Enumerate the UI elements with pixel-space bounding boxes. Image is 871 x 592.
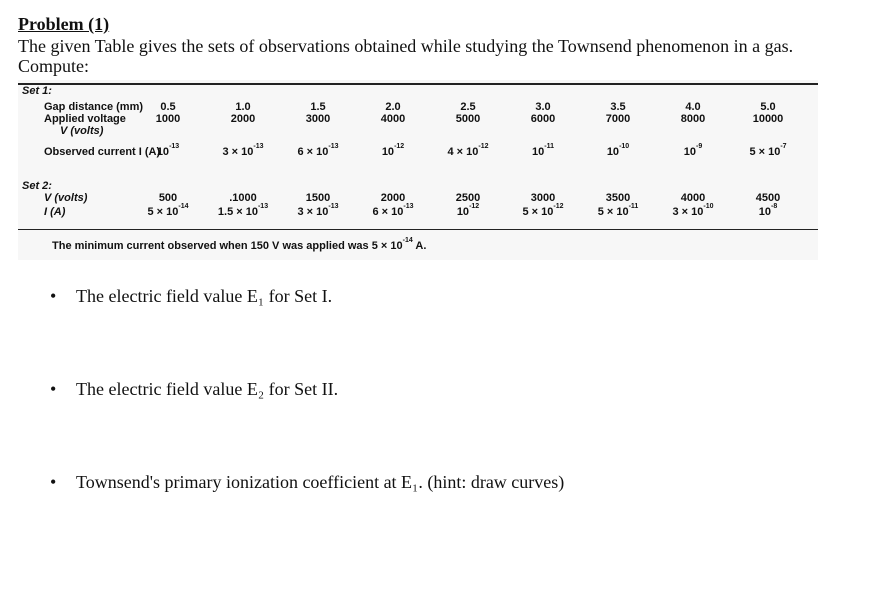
- set2-current-label: I (A): [44, 206, 66, 218]
- problem-title: Problem (1): [18, 14, 110, 34]
- bullet-text: The electric field value E₂ for Set II.: [76, 379, 339, 399]
- table-top-rule: [18, 83, 818, 85]
- set1-voltage-cell: [213, 113, 273, 125]
- set1-voltage-cell: [438, 113, 498, 125]
- set1-current-cell-value: 10: [156, 146, 170, 158]
- observation-table: [18, 80, 818, 260]
- set2-current-cell-exponent: -8: [771, 203, 778, 211]
- set2-current-cell-value: 1.5 × 10: [217, 206, 258, 218]
- set1-current-cell: [588, 143, 648, 158]
- set2-current-cell-exponent: -14: [178, 203, 189, 211]
- set1-voltage-label: Applied voltage: [44, 113, 126, 125]
- note-suffix: A.: [412, 240, 427, 252]
- set2-voltage-cell-value: 2500: [455, 192, 481, 204]
- set2-voltage-cell-value: 2000: [380, 192, 406, 204]
- set2-current-cell-value: 5 × 10: [597, 206, 629, 218]
- set1-voltage-cell-value: 10000: [752, 113, 784, 125]
- set1-voltage-cell: [588, 113, 648, 125]
- set2-current-cell-exponent: -13: [328, 203, 339, 211]
- set2-current-cell: [438, 203, 498, 218]
- set2-current-cell-exponent: -10: [703, 203, 714, 211]
- set1-gap-cell: [438, 101, 498, 113]
- set1-gap-cell: [513, 101, 573, 113]
- bullet-dot-icon: •: [50, 286, 57, 306]
- set1-volts-label: V (volts): [60, 125, 104, 137]
- set2-voltage-cell-value: 4500: [755, 192, 781, 204]
- set1-current-cell: [513, 143, 573, 158]
- set1-current-cell-value: 10: [381, 146, 395, 158]
- set2-current-cell-exponent: -12: [553, 203, 564, 211]
- set1-current-cell-value: 10: [606, 146, 620, 158]
- set1-current-cell-value: 4 × 10: [447, 146, 479, 158]
- bullet-dot-icon: •: [50, 472, 57, 492]
- set1-current-cell-value: 3 × 10: [222, 146, 254, 158]
- set1-gap-cell: [288, 101, 348, 113]
- set2-current-cell: [663, 203, 723, 218]
- set1-current-cell-value: 5 × 10: [749, 146, 781, 158]
- set1-gap-cell: [138, 101, 198, 113]
- set1-gap-cell: [738, 101, 798, 113]
- set2-current-cell: [213, 203, 273, 218]
- bullet-item: [50, 379, 338, 400]
- set1-current-cell-exponent: -10: [619, 143, 630, 151]
- set2-current-cell: [588, 203, 648, 218]
- set1-current-cell: [663, 143, 723, 158]
- set1-gap-cell: [663, 101, 723, 113]
- set1-current-cell-exponent: -13: [328, 143, 339, 151]
- set1-current-cell: [438, 143, 498, 158]
- set2-voltage-cell-value: 4000: [680, 192, 706, 204]
- set2-current-cell-exponent: -13: [257, 203, 269, 211]
- set2-label: Set 2:: [22, 180, 52, 192]
- set2-current-cell: [513, 203, 573, 218]
- set2-current-cell: [288, 203, 348, 218]
- set1-gap-cell: [363, 101, 423, 113]
- set2-current-cell-exponent: -13: [403, 203, 414, 211]
- set1-gap-cell: [213, 101, 273, 113]
- set1-gap-cell-value: 5.0: [760, 101, 776, 113]
- bullet-text: The electric field value E₁ for Set I.: [76, 286, 333, 306]
- set1-gap-cell: [588, 101, 648, 113]
- set2-current-cell-value: 10: [456, 206, 470, 218]
- set1-current-cell: [363, 143, 423, 158]
- set1-current-cell-exponent: -9: [696, 143, 703, 151]
- set1-gap-cell-value: 4.0: [685, 101, 701, 113]
- set1-label: Set 1:: [22, 85, 52, 97]
- set2-current-cell-exponent: -11: [628, 203, 639, 211]
- set1-current-cell-exponent: -13: [169, 143, 180, 151]
- set2-voltage-cell: [363, 192, 423, 204]
- set1-voltage-cell-value: 3000: [305, 113, 331, 125]
- set2-current-cell: [363, 203, 423, 218]
- bullet-dot-icon: •: [50, 379, 57, 399]
- set2-voltage-cell: [138, 192, 198, 204]
- set1-voltage-cell-value: 6000: [530, 113, 556, 125]
- set1-current-cell-exponent: -12: [394, 143, 405, 151]
- set2-current-cell-value: 3 × 10: [297, 206, 329, 218]
- set1-current-cell-value: 10: [532, 146, 545, 158]
- set2-voltage-cell: [438, 192, 498, 204]
- set1-current-cell-exponent: -13: [253, 143, 264, 151]
- set1-voltage-cell: [513, 113, 573, 125]
- set1-voltage-cell: [288, 113, 348, 125]
- set1-current-cell-exponent: -12: [478, 143, 489, 151]
- note-text: The minimum current observed when 150 V was applied was 5 × 10: [52, 240, 403, 252]
- set1-gap-cell-value: 0.5: [160, 101, 176, 113]
- set1-voltage-cell: [363, 113, 423, 125]
- set1-gap-cell-value: 3.5: [610, 101, 626, 113]
- set1-voltage-cell-value: 2000: [230, 113, 256, 125]
- set1-gap-cell-value: 1.0: [235, 101, 251, 113]
- set1-current-cell: [213, 143, 273, 158]
- set1-current-cell-exponent: -7: [780, 143, 787, 151]
- set2-current-cell-value: 3 × 10: [672, 206, 704, 218]
- set2-voltage-cell: [663, 192, 723, 204]
- set1-voltage-cell: [138, 113, 198, 125]
- set1-current-cell: [738, 143, 798, 158]
- set2-voltage-label: V (volts): [44, 192, 88, 204]
- bullet-item: [50, 286, 332, 307]
- set1-voltage-cell: [738, 113, 798, 125]
- set1-current-label: Observed current I (A): [44, 146, 161, 158]
- set1-gap-cell-value: 3.0: [535, 101, 551, 113]
- note-exponent: -14: [402, 237, 413, 245]
- set2-voltage-cell-value: .1000: [229, 192, 257, 204]
- set1-gap-cell-value: 1.5: [310, 101, 326, 113]
- minimum-current-note: [52, 237, 427, 252]
- set2-current-cell-value: 10: [758, 206, 771, 218]
- set2-current-cell-value: 6 × 10: [372, 206, 404, 218]
- set1-gap-cell-value: 2.5: [460, 101, 476, 113]
- set2-voltage-cell: [513, 192, 573, 204]
- set1-voltage-cell-value: 7000: [605, 113, 631, 125]
- set2-current-cell-value: 5 × 10: [147, 206, 179, 218]
- set1-voltage-cell-value: 5000: [455, 113, 481, 125]
- bullet-text: Townsend's primary ionization coefficient at E₁. (hint: draw curves): [76, 472, 565, 492]
- table-bottom-rule: [18, 229, 818, 230]
- set1-current-cell-value: 6 × 10: [297, 146, 329, 158]
- set1-current-cell: [138, 143, 198, 158]
- intro-text: The given Table gives the sets of observations obtained while studying the Townsend phenomenon in a gas. Compute:: [18, 36, 794, 76]
- set2-current-cell-value: 5 × 10: [522, 206, 554, 218]
- set2-voltage-cell-value: 3500: [605, 192, 631, 204]
- set2-voltage-cell-value: 3000: [530, 192, 556, 204]
- set1-voltage-cell-value: 4000: [380, 113, 406, 125]
- set1-current-cell-value: 10: [683, 146, 696, 158]
- set2-current-cell-exponent: -12: [469, 203, 480, 211]
- set2-voltage-cell-value: 1500: [305, 192, 331, 204]
- bullet-item: [50, 472, 564, 493]
- set1-gap-cell-value: 2.0: [385, 101, 401, 113]
- set2-voltage-cell: [288, 192, 348, 204]
- set2-voltage-cell-value: 500: [158, 192, 178, 204]
- set1-voltage-cell: [663, 113, 723, 125]
- set1-gap-label: Gap distance (mm): [44, 101, 144, 113]
- set2-current-cell: [738, 203, 798, 218]
- set1-current-cell-exponent: -11: [544, 143, 554, 151]
- set2-voltage-cell: [588, 192, 648, 204]
- set1-voltage-cell-value: 1000: [155, 113, 181, 125]
- set1-voltage-cell-value: 8000: [680, 113, 706, 125]
- set1-current-cell: [288, 143, 348, 158]
- set2-voltage-cell: [738, 192, 798, 204]
- set2-current-cell: [138, 203, 198, 218]
